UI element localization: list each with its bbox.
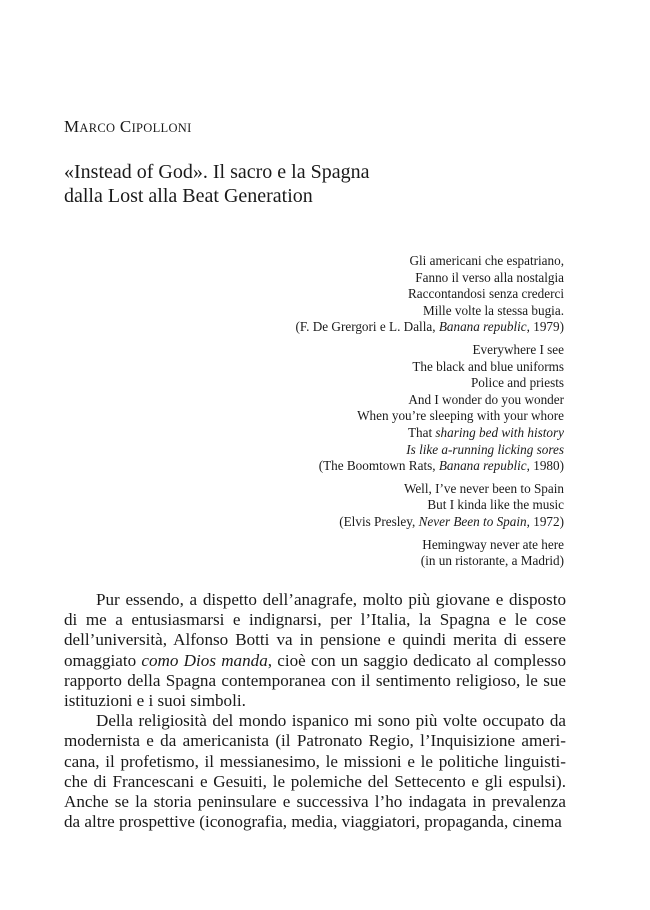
- epigraphs: [295, 253, 564, 576]
- epigraph-4: [295, 537, 564, 570]
- epigraph-3: [295, 481, 564, 531]
- paragraph-1: [64, 590, 566, 711]
- epigraph-line: But I kinda like the music: [427, 497, 564, 513]
- epigraph-citation: [295, 319, 564, 336]
- epigraph-citation: [295, 514, 564, 531]
- epigraph-line: And I wonder do you wonder: [408, 391, 564, 407]
- epigraph-line: (in un ristorante, a Madrid): [420, 553, 564, 569]
- epigraph-line: Gli americani che espatriano,: [409, 253, 564, 268]
- epigraph-line: [295, 425, 564, 442]
- epigraph-line: Well, I’ve never been to Spain: [403, 480, 564, 496]
- title-line-2: dalla Lost alla Beat Generation: [64, 185, 313, 207]
- line-italic: Is like a-running licking sores: [406, 441, 564, 457]
- epigraph-line: [295, 442, 564, 459]
- paragraph-text: Pur essendo, a dispetto dell’anagrafe, molto più giovane e disposto di me a entusiasmarsi e indignarsi, per l’Italia, la Spagna e le cose dell’università, Alfonso Botti va in pensione e quindi merita di essere omaggiato: [64, 590, 566, 670]
- citation-suffix: , 1972): [526, 513, 564, 529]
- epigraph-line: Police and priests: [470, 375, 564, 391]
- citation-suffix: , 1980): [526, 458, 564, 474]
- author-name: [64, 117, 192, 137]
- epigraph-line: Mille volte la stessa bugia.: [422, 302, 564, 318]
- paragraph-2: Della religiosità del mondo ispanico mi sono più volte occupato da modernista e da americanista (il Patronato Regio, l’Inquisizione americana, il profetismo, il messianesimo, le missioni e le politiche linguistiche di Francescani e Gesuiti, le polemiche del Settecento e gli espulsi). Anche se la storia peninsulare e successiva l’ho indagata in prevalenza da altre prospettive (iconografia, media, viaggiatori, propaganda, cinema: [64, 711, 566, 832]
- citation-work: Banana republic: [438, 319, 527, 335]
- epigraph-citation: [295, 458, 564, 475]
- epigraph-line: Fanno il verso alla nostalgia: [415, 269, 564, 285]
- author-last-rest: IPOLLONI: [131, 121, 192, 135]
- citation-prefix: (F. De Grergori e L. Dalla,: [295, 319, 439, 335]
- epigraph-2: [295, 342, 564, 475]
- paragraph-italic: como Dios manda: [141, 650, 268, 670]
- epigraph-line: Everywhere I see: [472, 341, 564, 357]
- author-first-initial: M: [64, 117, 80, 136]
- line-prefix: That: [407, 424, 436, 440]
- citation-suffix: , 1979): [526, 319, 564, 335]
- paragraph-text: , cioè con un saggio dedicato al complesso rapporto della Spagna contemporanea con il sentimento religioso, le sue istituzioni e i suoi simboli.: [64, 650, 566, 711]
- line-italic: sharing bed with history: [435, 424, 564, 440]
- citation-work: Never Been to Spain: [418, 513, 527, 529]
- title-line-1: «Instead of God». Il sacro e la Spagna: [64, 161, 370, 183]
- epigraph-line: Hemingway never ate here: [422, 536, 564, 552]
- body-text: [64, 590, 566, 832]
- citation-work: Banana republic: [438, 458, 527, 474]
- epigraph-1: [295, 253, 564, 336]
- citation-prefix: (The Boomtown Rats,: [318, 458, 439, 474]
- epigraph-line: Raccontandosi senza crederci: [408, 286, 564, 302]
- citation-prefix: (Elvis Presley,: [339, 513, 419, 529]
- epigraph-line: The black and blue uniforms: [412, 358, 564, 374]
- author-last-initial: C: [119, 117, 132, 136]
- epigraph-line: When you’re sleeping with your whore: [357, 408, 564, 424]
- essay-title: [64, 160, 369, 208]
- author-first-rest: ARCO: [79, 121, 116, 135]
